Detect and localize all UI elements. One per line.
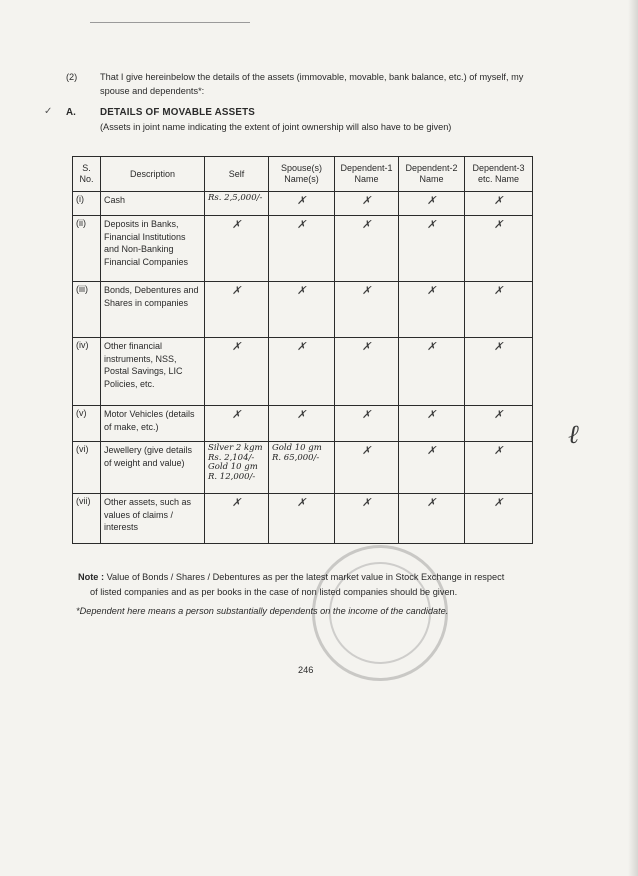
row-sno: (ii)	[73, 216, 101, 282]
row-sno: (iv)	[73, 338, 101, 406]
row-sno: (i)	[73, 192, 101, 216]
table-row	[73, 192, 533, 216]
row-dep1-value: ✗	[335, 216, 399, 282]
note-text-1: Value of Bonds / Shares / Debentures as per the latest market value in Stock Exchange in respect	[106, 572, 505, 582]
row-spouse-value: ✗	[269, 338, 335, 406]
tick-mark-icon: ✓	[44, 106, 53, 117]
row-self-value: ✗	[205, 338, 269, 406]
row-dep1-value: ✗	[335, 282, 399, 338]
header-dependent-1: Dependent-1 Name	[335, 157, 399, 192]
row-dep3-value: ✗	[465, 494, 533, 544]
table-row	[73, 494, 533, 544]
row-spouse-value: ✗	[269, 494, 335, 544]
row-spouse-value: ✗	[269, 216, 335, 282]
header-spouse: Spouse(s) Name(s)	[269, 157, 335, 192]
row-dep2-value: ✗	[399, 406, 465, 442]
table-row	[73, 338, 533, 406]
row-description: Deposits in Banks, Financial Institutions and Non-Banking Financial Companies	[101, 216, 205, 282]
row-dep3-value: ✗	[465, 442, 533, 494]
row-dep3-value: ✗	[465, 406, 533, 442]
row-dep2-value: ✗	[399, 192, 465, 216]
scan-edge	[628, 0, 638, 876]
footnote: *Dependent here means a person substantially dependents on the income of the candidate.	[76, 606, 449, 616]
movable-assets-table	[72, 156, 533, 544]
row-spouse-value: Gold 10 gm R. 65,000/-	[269, 442, 335, 494]
row-self-value: ✗	[205, 282, 269, 338]
row-dep1-value: ✗	[335, 192, 399, 216]
table-row	[73, 282, 533, 338]
row-sno: (v)	[73, 406, 101, 442]
row-description: Cash	[101, 192, 205, 216]
row-dep2-value: ✗	[399, 216, 465, 282]
row-dep2-value: ✗	[399, 338, 465, 406]
page-number: 246	[298, 665, 314, 675]
row-description: Motor Vehicles (details of make, etc.)	[101, 406, 205, 442]
row-description: Jewellery (give details of weight and value)	[101, 442, 205, 494]
intro-paragraph: That I give hereinbelow the details of the assets (immovable, movable, bank balance, etc.) of myself, my spouse and dependents*:	[100, 72, 524, 96]
note-paragraph	[78, 570, 548, 585]
row-dep2-value: ✗	[399, 282, 465, 338]
row-description: Bonds, Debentures and Shares in companies	[101, 282, 205, 338]
row-self-value: Silver 2 kgm Rs. 2,104/- Gold 10 gm R. 12,000/-	[205, 442, 269, 494]
row-dep3-value: ✗	[465, 282, 533, 338]
scan-artifact-line	[90, 22, 250, 23]
header-description: Description	[101, 157, 205, 192]
header-self: Self	[205, 157, 269, 192]
row-description: Other assets, such as values of claims / interests	[101, 494, 205, 544]
header-dependent-2: Dependent-2 Name	[399, 157, 465, 192]
section-letter: A.	[66, 107, 76, 118]
row-dep1-value: ✗	[335, 338, 399, 406]
margin-signature-mark: ℓ	[568, 420, 579, 450]
note-label: Note :	[78, 572, 105, 582]
row-dep1-value: ✗	[335, 442, 399, 494]
row-sno: (iii)	[73, 282, 101, 338]
row-self-value: ✗	[205, 494, 269, 544]
section-subtitle: (Assets in joint name indicating the extent of joint ownership will also have to be given)	[100, 122, 452, 132]
table-row	[73, 442, 533, 494]
table-header-row	[73, 157, 533, 192]
row-dep3-value: ✗	[465, 338, 533, 406]
row-spouse-value: ✗	[269, 406, 335, 442]
row-dep3-value: ✗	[465, 216, 533, 282]
row-spouse-value: ✗	[269, 192, 335, 216]
table-row	[73, 406, 533, 442]
row-sno: (vi)	[73, 442, 101, 494]
section-title: DETAILS OF MOVABLE ASSETS	[100, 107, 256, 118]
row-self-value: Rs. 2,5,000/-	[205, 192, 269, 216]
row-dep1-value: ✗	[335, 494, 399, 544]
row-self-value: ✗	[205, 216, 269, 282]
header-dependent-3: Dependent-3 etc. Name	[465, 157, 533, 192]
row-self-value: ✗	[205, 406, 269, 442]
item-number: (2)	[66, 72, 78, 82]
row-dep3-value: ✗	[465, 192, 533, 216]
row-spouse-value: ✗	[269, 282, 335, 338]
row-sno: (vii)	[73, 494, 101, 544]
row-dep1-value: ✗	[335, 406, 399, 442]
header-sno: S. No.	[73, 157, 101, 192]
note-text-2: of listed companies and as per books in the case of non listed companies should be given.	[90, 587, 458, 597]
row-description: Other financial instruments, NSS, Postal Savings, LIC Policies, etc.	[101, 338, 205, 406]
row-dep2-value: ✗	[399, 494, 465, 544]
row-dep2-value: ✗	[399, 442, 465, 494]
table-row	[73, 216, 533, 282]
